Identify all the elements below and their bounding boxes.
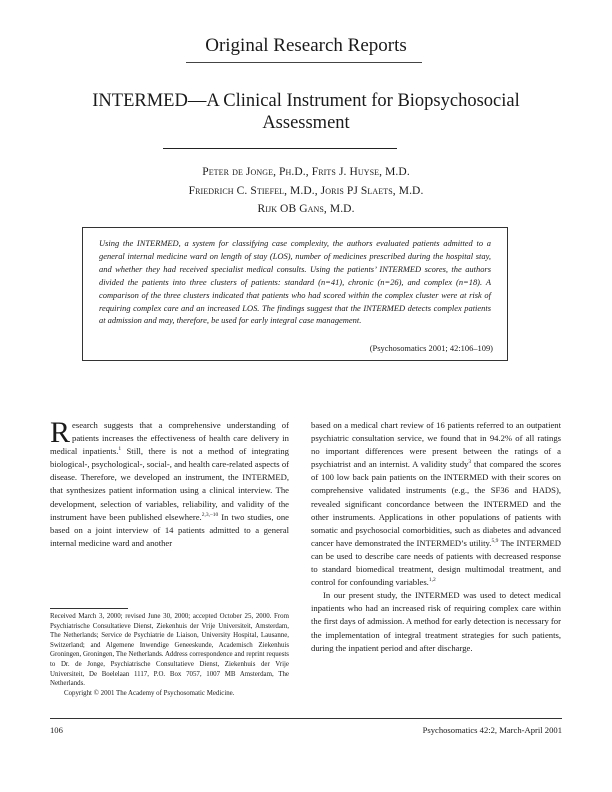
abstract-text: Using the INTERMED, a system for classifying case complexity, the authors evaluated patients admitted to a general internal medicine ward on length of stay (LOS), number of medicines prescribed during the hospital stay, and whether they had received specialist medical consults. Using the patients’ INTERMED scores, the authors divided the patients into three clusters of patients: standard (n=41), chronic (n=26), and complex (n=18). A comparison of the three clusters indicated that patients who had scored within the complex cluster were at risk of requiring complex care and an increased LOS. The findings suggest that the INTERMED detects complex patients at admission and may, therefore, be used for early integral case management. — [99, 238, 491, 326]
copyright-notice: Copyright © 2001 The Academy of Psychosomatic Medicine. — [64, 689, 235, 697]
section-title: Original Research Reports — [205, 35, 407, 56]
body-column-right — [311, 419, 561, 655]
paragraph — [50, 416, 290, 550]
drop-cap: R — [50, 416, 71, 449]
citation-ref: 3 — [468, 459, 472, 466]
footnote-received: Received March 3, 2000; revised June 30, 2000; accepted October 25, 2000. From Psychiatrische Consultatieve Dienst, Ziekenhuis der Vrije Universiteit, Amsterdam, The Netherlands; Service de Psychiatrie de Liaison, University Hospital, Lausanne, Switzerland; and Algemene Inwendige Geneeskunde, Academisch Ziekenhuis Groningen, Groningen, The Netherlands. Address correspondence and reprint requests to Dr. de Jonge, Psychiatrische Consultatieve Dienst, Ziekenhuis der Vrije Universiteit, De Boelelaan 1117, P.O. Box 7057, 1007 MB Amsterdam, The Netherlands. — [50, 613, 289, 688]
text-run: The INTERMED can be used to describe care needs of patients with decreased response to standard biomedical treatment, design multimodal treatment, and control for confounding variables. — [311, 537, 561, 588]
author-line-3: Rijk OB Gans, M.D. — [257, 203, 355, 215]
text-run: Still, there is not a method of integrating biological-, psychological-, social-, and health care-related aspects of disease. Therefore, we developed an instrument, the INTERMED, that synthesizes patient information using a clinical interview. The development, selection of variables, reliability, and validity of the instrument have been published elsewhere. — [50, 446, 290, 522]
author-line-1: Peter de Jonge, Ph.D., Frits J. Huyse, M.D. — [202, 166, 410, 178]
text-run: based on a medical chart review of 16 patients referred to an outpatient psychiatric consultation service, we found that in 94.2% of all ratings no important differences were present between the ratings of a psychiatrist and an internist. A validity study — [311, 420, 561, 470]
text-run: that compared the scores of 100 low back pain patients on the INTERMED with their scores on comprehensive validated instruments (e.g., the SF36 and HADS), revealed significant concordance between the INTERMED and the other instruments. Applications in other populations of patients with somatic and psychosocial comorbidities, such as diabetes and advanced cancer have demonstrated the INTERMED’s utility. — [311, 459, 561, 548]
citation-ref: 2,3,–10 — [201, 511, 219, 518]
citation-ref: 1,2 — [428, 577, 436, 584]
author-list — [60, 163, 552, 219]
author-line-2: Friedrich C. Stiefel, M.D., Joris PJ Slaets, M.D. — [188, 184, 424, 197]
text-run: In two studies, one based on a joint interview of 14 patients admitted to a general internal medicine ward and another — [50, 511, 289, 548]
paragraph: In our present study, the INTERMED was used to detect medical inpatients who had an increased risk of requiring complex care within the first days of admission. A method for early detection is necessary for the implementation of integral treatment strategies for such patients, during the inpatient period and after discharge. — [311, 590, 561, 653]
body-column-left — [50, 416, 290, 550]
title-divider — [163, 148, 397, 149]
journal-info: Psychosomatics 42:2, March-April 2001 — [422, 725, 562, 735]
footer-rule — [50, 718, 562, 719]
abstract-citation: (Psychosomatics 2001; 42:106–109) — [369, 343, 493, 353]
citation-ref: 1 — [118, 446, 122, 453]
paper-title: INTERMED—A Clinical Instrument for Biopsychosocial Assessment — [92, 91, 520, 133]
footnote-rule — [50, 608, 128, 609]
section-title-rule — [186, 62, 422, 63]
text-run: esearch suggests that a comprehensive understanding of patients increases the effectiveness of health care delivery in medical inpatients. — [50, 420, 289, 457]
citation-ref: 5,9 — [491, 537, 499, 544]
paragraph — [311, 419, 561, 589]
page-number: 106 — [50, 725, 63, 735]
footnote — [50, 612, 289, 698]
